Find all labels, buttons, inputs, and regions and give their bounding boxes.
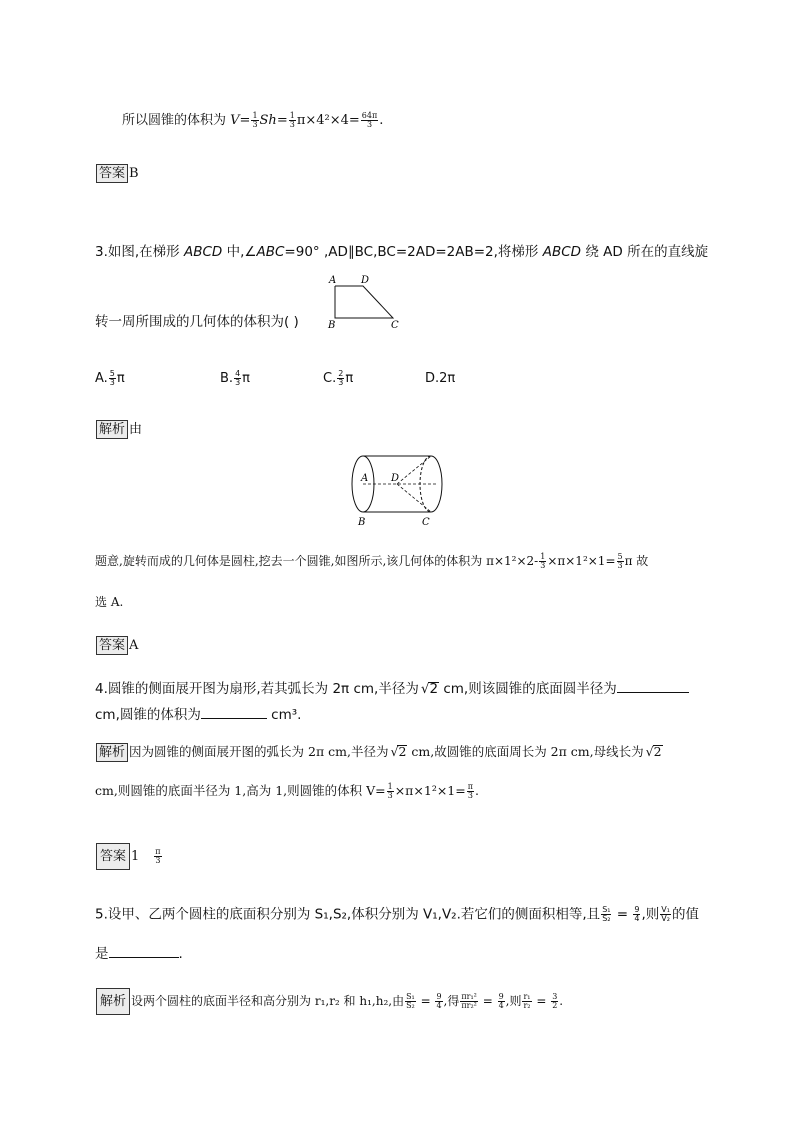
choice-a[interactable] <box>95 370 125 387</box>
num: S₁ <box>602 905 611 914</box>
num: 1 <box>289 111 295 120</box>
text: = <box>239 113 251 128</box>
text: 设两个圆柱的底面半径和高分别为 r₁,r₂ 和 h₁,h₂,由 <box>131 994 405 1008</box>
sqrt: √ 2 <box>428 682 439 697</box>
text: . <box>379 113 384 128</box>
text: D.2π <box>425 371 456 386</box>
text: 4.圆锥的侧面展开图为扇形,若其弧长为 2π cm,半径为 <box>95 681 419 697</box>
text: . <box>475 783 479 798</box>
text: 是 <box>95 946 109 962</box>
text: = <box>416 994 435 1008</box>
answer-blank-2[interactable] <box>201 706 267 719</box>
num: 1 <box>252 111 258 120</box>
fraction <box>467 783 474 800</box>
answer-tag: 答案 <box>96 843 130 870</box>
text: . <box>559 994 564 1008</box>
text: 选 A. <box>95 595 124 609</box>
fraction <box>551 993 558 1010</box>
label-D: D <box>391 473 400 484</box>
text: π×4²×4= <box>296 113 360 128</box>
label-A: A <box>329 275 337 286</box>
den: 3 <box>387 791 393 800</box>
var: ABCD <box>542 244 582 260</box>
trapezoid-figure <box>325 270 415 332</box>
volume-result-line <box>122 112 383 129</box>
analysis-row-4 <box>96 743 663 762</box>
question-3-line-2 <box>95 316 299 330</box>
label-B: B <box>328 320 336 331</box>
question-4-line-1 <box>95 680 689 697</box>
den: 3 <box>540 561 546 570</box>
den: 3 <box>617 561 623 570</box>
fraction <box>660 906 671 923</box>
analysis-tag: 解析 <box>96 988 130 1015</box>
num: 1 <box>540 552 546 561</box>
text: = <box>532 994 551 1008</box>
var: V <box>230 113 240 128</box>
sqrt: √ 2 <box>653 745 663 759</box>
text: B. <box>220 371 234 386</box>
text: 绕 AD 所在的直线旋 <box>581 244 709 260</box>
den: 3 <box>252 120 258 129</box>
fraction <box>251 112 258 129</box>
num: πr₁² <box>461 992 477 1001</box>
fraction <box>361 112 378 129</box>
text: π <box>242 371 250 386</box>
text: 因为圆锥的侧面展开图的弧长为 2π cm,半径为 <box>129 744 389 759</box>
question-3-line-1 <box>95 246 708 260</box>
fraction <box>234 370 241 387</box>
text: 所以圆锥的体积为 <box>122 113 231 128</box>
choice-c[interactable] <box>323 370 353 387</box>
den: 2 <box>552 1001 558 1010</box>
text: C. <box>323 371 337 386</box>
num: 64π <box>361 111 378 120</box>
text: 的值 <box>671 906 699 923</box>
text: ×π×1²×1= <box>394 783 466 798</box>
text: ,得 <box>443 994 460 1008</box>
text: cm³. <box>266 707 302 723</box>
text: 题意,旋转而成的几何体是圆柱,挖去一个圆锥,如图所示,该几何体的体积为 π×1²×2- <box>95 554 539 568</box>
fraction <box>460 993 478 1010</box>
analysis-tag: 解析 <box>96 420 128 439</box>
num: 5 <box>617 552 623 561</box>
answer-blank-1[interactable] <box>617 680 689 693</box>
label-A: A <box>361 473 369 484</box>
text: 3.如图,在梯形 <box>95 244 184 260</box>
num: 9 <box>498 992 504 1001</box>
text: cm,故圆锥的底面周长为 2π cm,母线长为 <box>407 744 644 759</box>
num: V₁ <box>661 905 670 914</box>
den: 3 <box>109 378 115 387</box>
fraction <box>539 553 546 570</box>
text: A. <box>95 371 108 386</box>
den: 4 <box>436 1001 442 1010</box>
den: r₂ <box>523 1001 531 1010</box>
den: 3 <box>289 120 295 129</box>
answer-row-4 <box>96 843 163 870</box>
text: π <box>116 371 125 386</box>
var: ABCD <box>183 244 223 260</box>
den: S₂ <box>406 1001 415 1010</box>
den: 4 <box>634 914 640 923</box>
question-5-line-1 <box>95 906 699 923</box>
num: 4 <box>235 369 241 378</box>
var: ABC <box>256 244 285 260</box>
num: 2 <box>338 369 344 378</box>
text: cm,则圆锥的底面半径为 1,高为 1,则圆锥的体积 V= <box>95 783 386 798</box>
num: π <box>467 782 473 791</box>
question-4-line-2 <box>95 706 301 723</box>
question-5-line-2 <box>95 945 183 962</box>
den: 3 <box>338 378 344 387</box>
text: 转一周所围成的几何体的体积为( ) <box>95 314 299 330</box>
fraction <box>633 906 640 923</box>
answer-row-3 <box>96 636 138 655</box>
den: V₂ <box>661 914 670 923</box>
text: = <box>612 906 633 923</box>
num: S₁ <box>406 992 415 1001</box>
den: 3 <box>155 856 161 865</box>
den: 3 <box>366 120 373 129</box>
analysis-3-line-2 <box>95 596 123 608</box>
text: π <box>345 371 354 386</box>
den: 3 <box>467 791 473 800</box>
answer-value: 1 <box>131 849 140 864</box>
text: ,则 <box>641 906 660 923</box>
text: . <box>178 946 183 962</box>
analysis-row-3 <box>96 420 142 439</box>
num: r₁ <box>523 992 531 1001</box>
den: πr₂² <box>461 1001 477 1010</box>
fraction <box>617 553 624 570</box>
fraction <box>154 848 161 865</box>
fraction <box>435 993 442 1010</box>
label-D: D <box>361 275 370 286</box>
answer-value: A <box>129 638 139 653</box>
text: π 故 <box>624 554 649 568</box>
cylinder-figure <box>345 450 450 530</box>
num: 9 <box>436 992 442 1001</box>
choice-d[interactable] <box>425 372 455 385</box>
label-C: C <box>391 320 399 331</box>
fraction <box>405 993 416 1010</box>
analysis-4-line-2 <box>95 783 479 800</box>
analysis-3-line-1 <box>95 553 648 570</box>
fraction <box>109 370 116 387</box>
fraction <box>289 112 296 129</box>
label-B: B <box>358 517 366 528</box>
den: S₂ <box>602 914 611 923</box>
text: cm,则该圆锥的底面圆半径为 <box>439 681 617 697</box>
num: π <box>155 847 161 856</box>
num: 9 <box>634 905 640 914</box>
den: 4 <box>498 1001 504 1010</box>
text: 中,∠ <box>222 244 257 260</box>
answer-value: B <box>129 166 139 181</box>
num: 3 <box>552 992 558 1001</box>
fraction <box>498 993 505 1010</box>
text: ×π×1²×1= <box>547 554 616 568</box>
text: cm,圆锥的体积为 <box>95 707 201 723</box>
fraction <box>522 993 531 1010</box>
fraction <box>337 370 344 387</box>
answer-tag: 答案 <box>96 636 128 655</box>
var: Sh <box>259 113 277 128</box>
sqrt: √ 2 <box>397 745 407 759</box>
text: 5.设甲、乙两个圆柱的底面积分别为 S₁,S₂,体积分别为 V₁,V₂.若它们的侧面积相等,且 <box>95 906 601 923</box>
analysis-row-5 <box>96 988 563 1015</box>
choice-b[interactable] <box>220 370 250 387</box>
fraction <box>601 906 611 923</box>
text: 由 <box>129 422 143 437</box>
answer-row-2 <box>96 164 139 183</box>
answer-tag: 答案 <box>96 164 128 183</box>
fraction <box>387 783 394 800</box>
label-C: C <box>422 517 430 528</box>
answer-blank-3[interactable] <box>109 945 179 958</box>
text: = <box>478 994 497 1008</box>
text: ,则 <box>505 994 522 1008</box>
analysis-tag: 解析 <box>96 743 128 762</box>
den: 3 <box>235 378 241 387</box>
num: 5 <box>109 369 115 378</box>
text: = <box>276 113 288 128</box>
text: =90° ,AD∥BC,BC=2AD=2AB=2,将梯形 <box>284 244 543 260</box>
num: 1 <box>387 782 393 791</box>
